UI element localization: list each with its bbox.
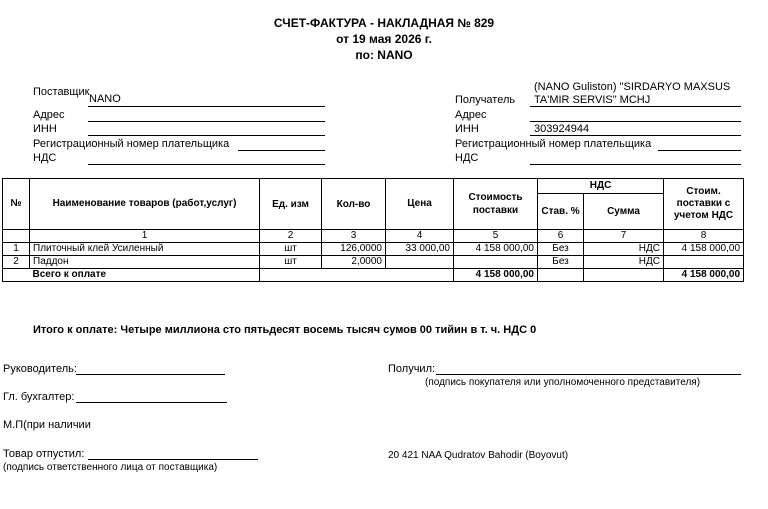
receiver-line (530, 106, 741, 107)
director-label: Руководитель: (3, 363, 77, 375)
released-signature-line (88, 459, 258, 460)
supplier-label: Поставщик (33, 86, 90, 98)
row-num: 1 (3, 243, 30, 256)
row-sum: НДС (584, 243, 664, 256)
released-note: (подпись ответственного лица от поставщика) (3, 462, 218, 473)
supplier-address-line (88, 121, 325, 122)
table-header-row (3, 179, 744, 194)
header-price: Цена (386, 179, 454, 230)
stamp-label: М.П(при наличии (3, 419, 91, 431)
row-qty: 2,0000 (322, 256, 386, 269)
supplier-reg-line (238, 150, 325, 151)
document-po: по: NANO (355, 48, 413, 62)
row-cost (454, 256, 538, 269)
row-price (386, 256, 454, 269)
total-cost: 4 158 000,00 (454, 269, 538, 282)
released-label: Товар отпустил: (3, 448, 85, 460)
supplier-reg-label: Регистрационный номер плательщика (33, 138, 230, 150)
row-qty: 126,0000 (322, 243, 386, 256)
supplier-address-label: Адрес (33, 109, 65, 121)
row-unit: шт (260, 243, 322, 256)
receiver-reg-line (658, 150, 741, 151)
receiver-inn-value: 303924944 (534, 123, 590, 135)
row-sum: НДС (584, 256, 664, 269)
summary-text: Итого к оплате: Четыре миллиона сто пятьдесят восемь тысяч сумов 00 тийин в т. ч. НДС 0 (33, 324, 537, 336)
received-label: Получил: (388, 363, 436, 375)
header-cost: Стоимость поставки (454, 179, 538, 230)
header-sum: Сумма (584, 194, 664, 230)
document-title: СЧЕТ-ФАКТУРА - НАКЛАДНАЯ № 829 (273, 16, 495, 30)
col-number: 2 (260, 230, 322, 243)
receiver-address-label: Адрес (455, 109, 487, 121)
receiver-value-line1: (NANO Guliston) "SIRDARYO MAXSUS (534, 81, 731, 93)
col-number: 8 (664, 230, 744, 243)
header-total: Стоим. поставки с учетом НДС (664, 179, 744, 230)
row-total (664, 256, 744, 269)
received-signature-line (436, 374, 741, 375)
agent-text: 20 421 NAA Qudratov Bahodir (Boyovut) (388, 450, 569, 461)
header-nds: НДС (538, 179, 664, 194)
receiver-nds-label: НДС (455, 152, 479, 164)
receiver-inn-line (530, 135, 741, 136)
col-number: 5 (454, 230, 538, 243)
row-rate: Без (538, 256, 584, 269)
row-cost: 4 158 000,00 (454, 243, 538, 256)
accountant-label: Гл. бухгалтер: (3, 391, 75, 403)
header-unit: Ед. изм (260, 179, 322, 230)
supplier-nds-label: НДС (33, 152, 57, 164)
total-label: Всего к оплате (30, 269, 260, 282)
document-date: от 19 мая 2026 г. (336, 32, 432, 46)
row-total: 4 158 000,00 (664, 243, 744, 256)
supplier-inn-label: ИНН (33, 123, 57, 135)
row-num: 2 (3, 256, 30, 269)
col-number: 7 (584, 230, 664, 243)
column-numbers-row (3, 230, 744, 243)
table-row (3, 256, 744, 269)
header-name: Наименование товаров (работ,услуг) (30, 179, 260, 230)
row-name: Плиточный клей Усиленный (30, 243, 260, 256)
table-total-row (3, 269, 744, 282)
invoice-table (2, 178, 744, 282)
supplier-inn-line (88, 135, 325, 136)
receiver-inn-label: ИНН (455, 123, 479, 135)
row-rate: Без (538, 243, 584, 256)
receiver-label: Получатель (455, 94, 516, 106)
receiver-reg-label: Регистрационный номер плательщика (455, 138, 652, 150)
supplier-line (88, 106, 325, 107)
receiver-value-line2: TA'MIR SERVIS" MCHJ (534, 94, 651, 106)
received-note: (подпись покупателя или уполномоченного представителя) (425, 377, 701, 388)
row-unit: шт (260, 256, 322, 269)
supplier-nds-line (88, 164, 325, 165)
header-qty: Кол-во (322, 179, 386, 230)
header-rate: Став. % (538, 194, 584, 230)
supplier-value: NANO (89, 93, 121, 105)
receiver-address-line (530, 121, 741, 122)
table-row (3, 243, 744, 256)
receiver-nds-line (530, 164, 741, 165)
col-number: 3 (322, 230, 386, 243)
director-signature-line (76, 374, 225, 375)
row-name: Паддон (30, 256, 260, 269)
col-number: 4 (386, 230, 454, 243)
total-sum: 4 158 000,00 (664, 269, 744, 282)
col-number: 1 (30, 230, 260, 243)
row-price: 33 000,00 (386, 243, 454, 256)
col-number: 6 (538, 230, 584, 243)
accountant-signature-line (76, 402, 227, 403)
header-num: № (3, 179, 30, 230)
